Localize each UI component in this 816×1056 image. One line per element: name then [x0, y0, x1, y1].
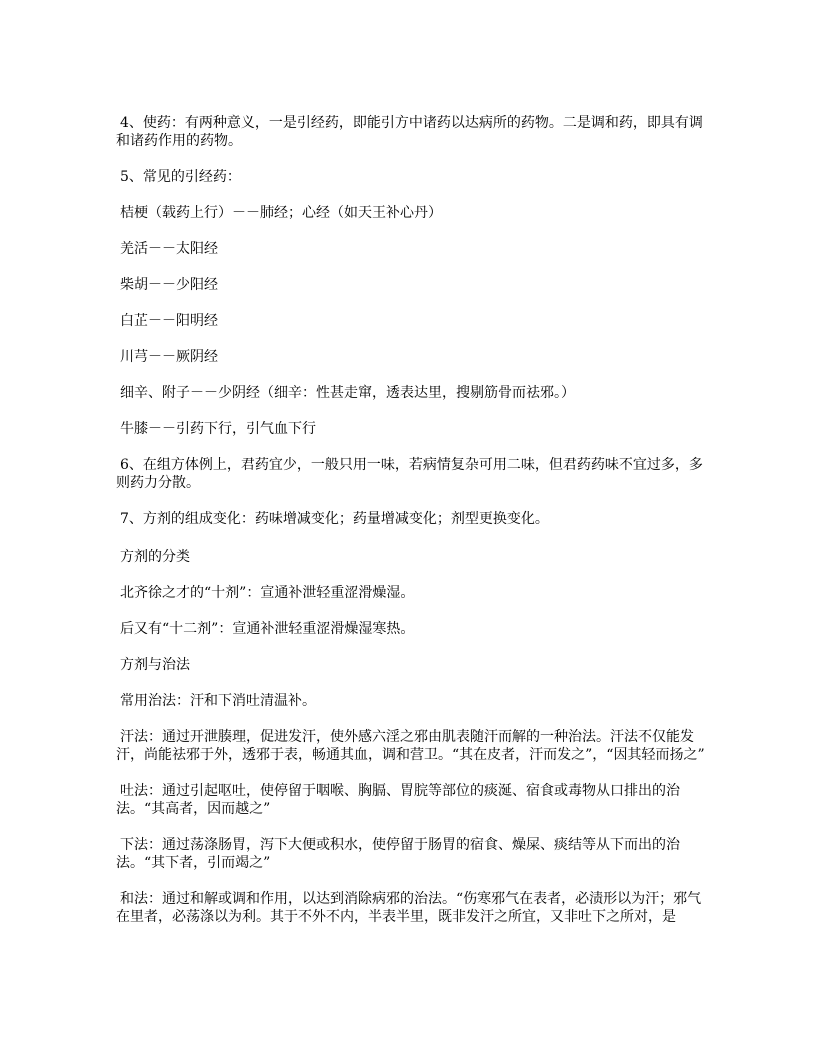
paragraph: 后又有“十二剂”：宣通补泄轻重涩滑燥湿寒热。 — [120, 621, 415, 637]
paragraph-composition-changes: 7、方剂的组成变化：药味增减变化；药量增减变化；剂型更换变化。 — [120, 511, 549, 527]
paragraph: 北齐徐之才的“十剂”：宣通补泄轻重涩滑燥湿。 — [120, 585, 415, 601]
paragraph-channel-guides-heading: 5、常见的引经药： — [120, 169, 241, 185]
list-item: 柴胡－－少阳经 — [120, 277, 218, 293]
section-heading-classification: 方剂的分类 — [120, 549, 190, 565]
paragraph-purging-method: 下法：通过荡涤肠胃，泻下大便或积水，使停留于肠胃的宿食、燥屎、痰结等从下而出的治法。“其下者，引而竭之” — [116, 837, 680, 871]
paragraph-harmonizing-method: 和法：通过和解或调和作用，以达到消除病邪的治法。“伤寒邪气在表者，必渍形以为汗；邪气在里者，必荡涤以为利。其于不外不内，半表半里，既非发汗之所宜，又非吐下之所对，是 — [116, 891, 702, 925]
document-page — [116, 114, 706, 944]
list-item: 白芷－－阳明经 — [120, 313, 218, 329]
list-item: 细辛、附子－－少阴经（细辛：性甚走窜，透表达里，搜剔筋骨而祛邪。） — [120, 385, 575, 401]
list-item: 桔梗（载药上行）－－肺经；心经（如天王补心丹） — [120, 205, 442, 221]
paragraph-vomiting-method: 吐法：通过引起呕吐，使停留于咽喉、胸膈、胃脘等部位的痰涎、宿食或毒物从口排出的治法。“其高者，因而越之” — [116, 783, 680, 817]
paragraph-sweating-method: 汗法：通过开泄腠理，促进发汗，使外感六淫之邪由肌表随汗而解的一种治法。汗法不仅能发汗，尚能祛邪于外，透邪于表，畅通其血，调和营卫。“其在皮者，汗而发之”，“因其轻而扬之” — [116, 729, 705, 763]
paragraph-monarch-herb-rule: 6、在组方体例上，君药宜少，一般只用一味，若病情复杂可用二味，但君药药味不宜过多，多则药力分散。 — [116, 457, 703, 491]
section-heading-therapeutic-methods: 方剂与治法 — [120, 657, 190, 673]
paragraph-envoy-herbs: 4、使药：有两种意义，一是引经药，即能引方中诸药以达病所的药物。二是调和药，即具有调和诸药作用的药物。 — [116, 115, 703, 149]
paragraph: 常用治法：汗和下消吐清温补。 — [120, 693, 316, 709]
list-item: 牛膝－－引药下行，引气血下行 — [120, 421, 316, 437]
list-item: 川芎－－厥阴经 — [120, 349, 218, 365]
list-item: 羌活－－太阳经 — [120, 241, 218, 257]
